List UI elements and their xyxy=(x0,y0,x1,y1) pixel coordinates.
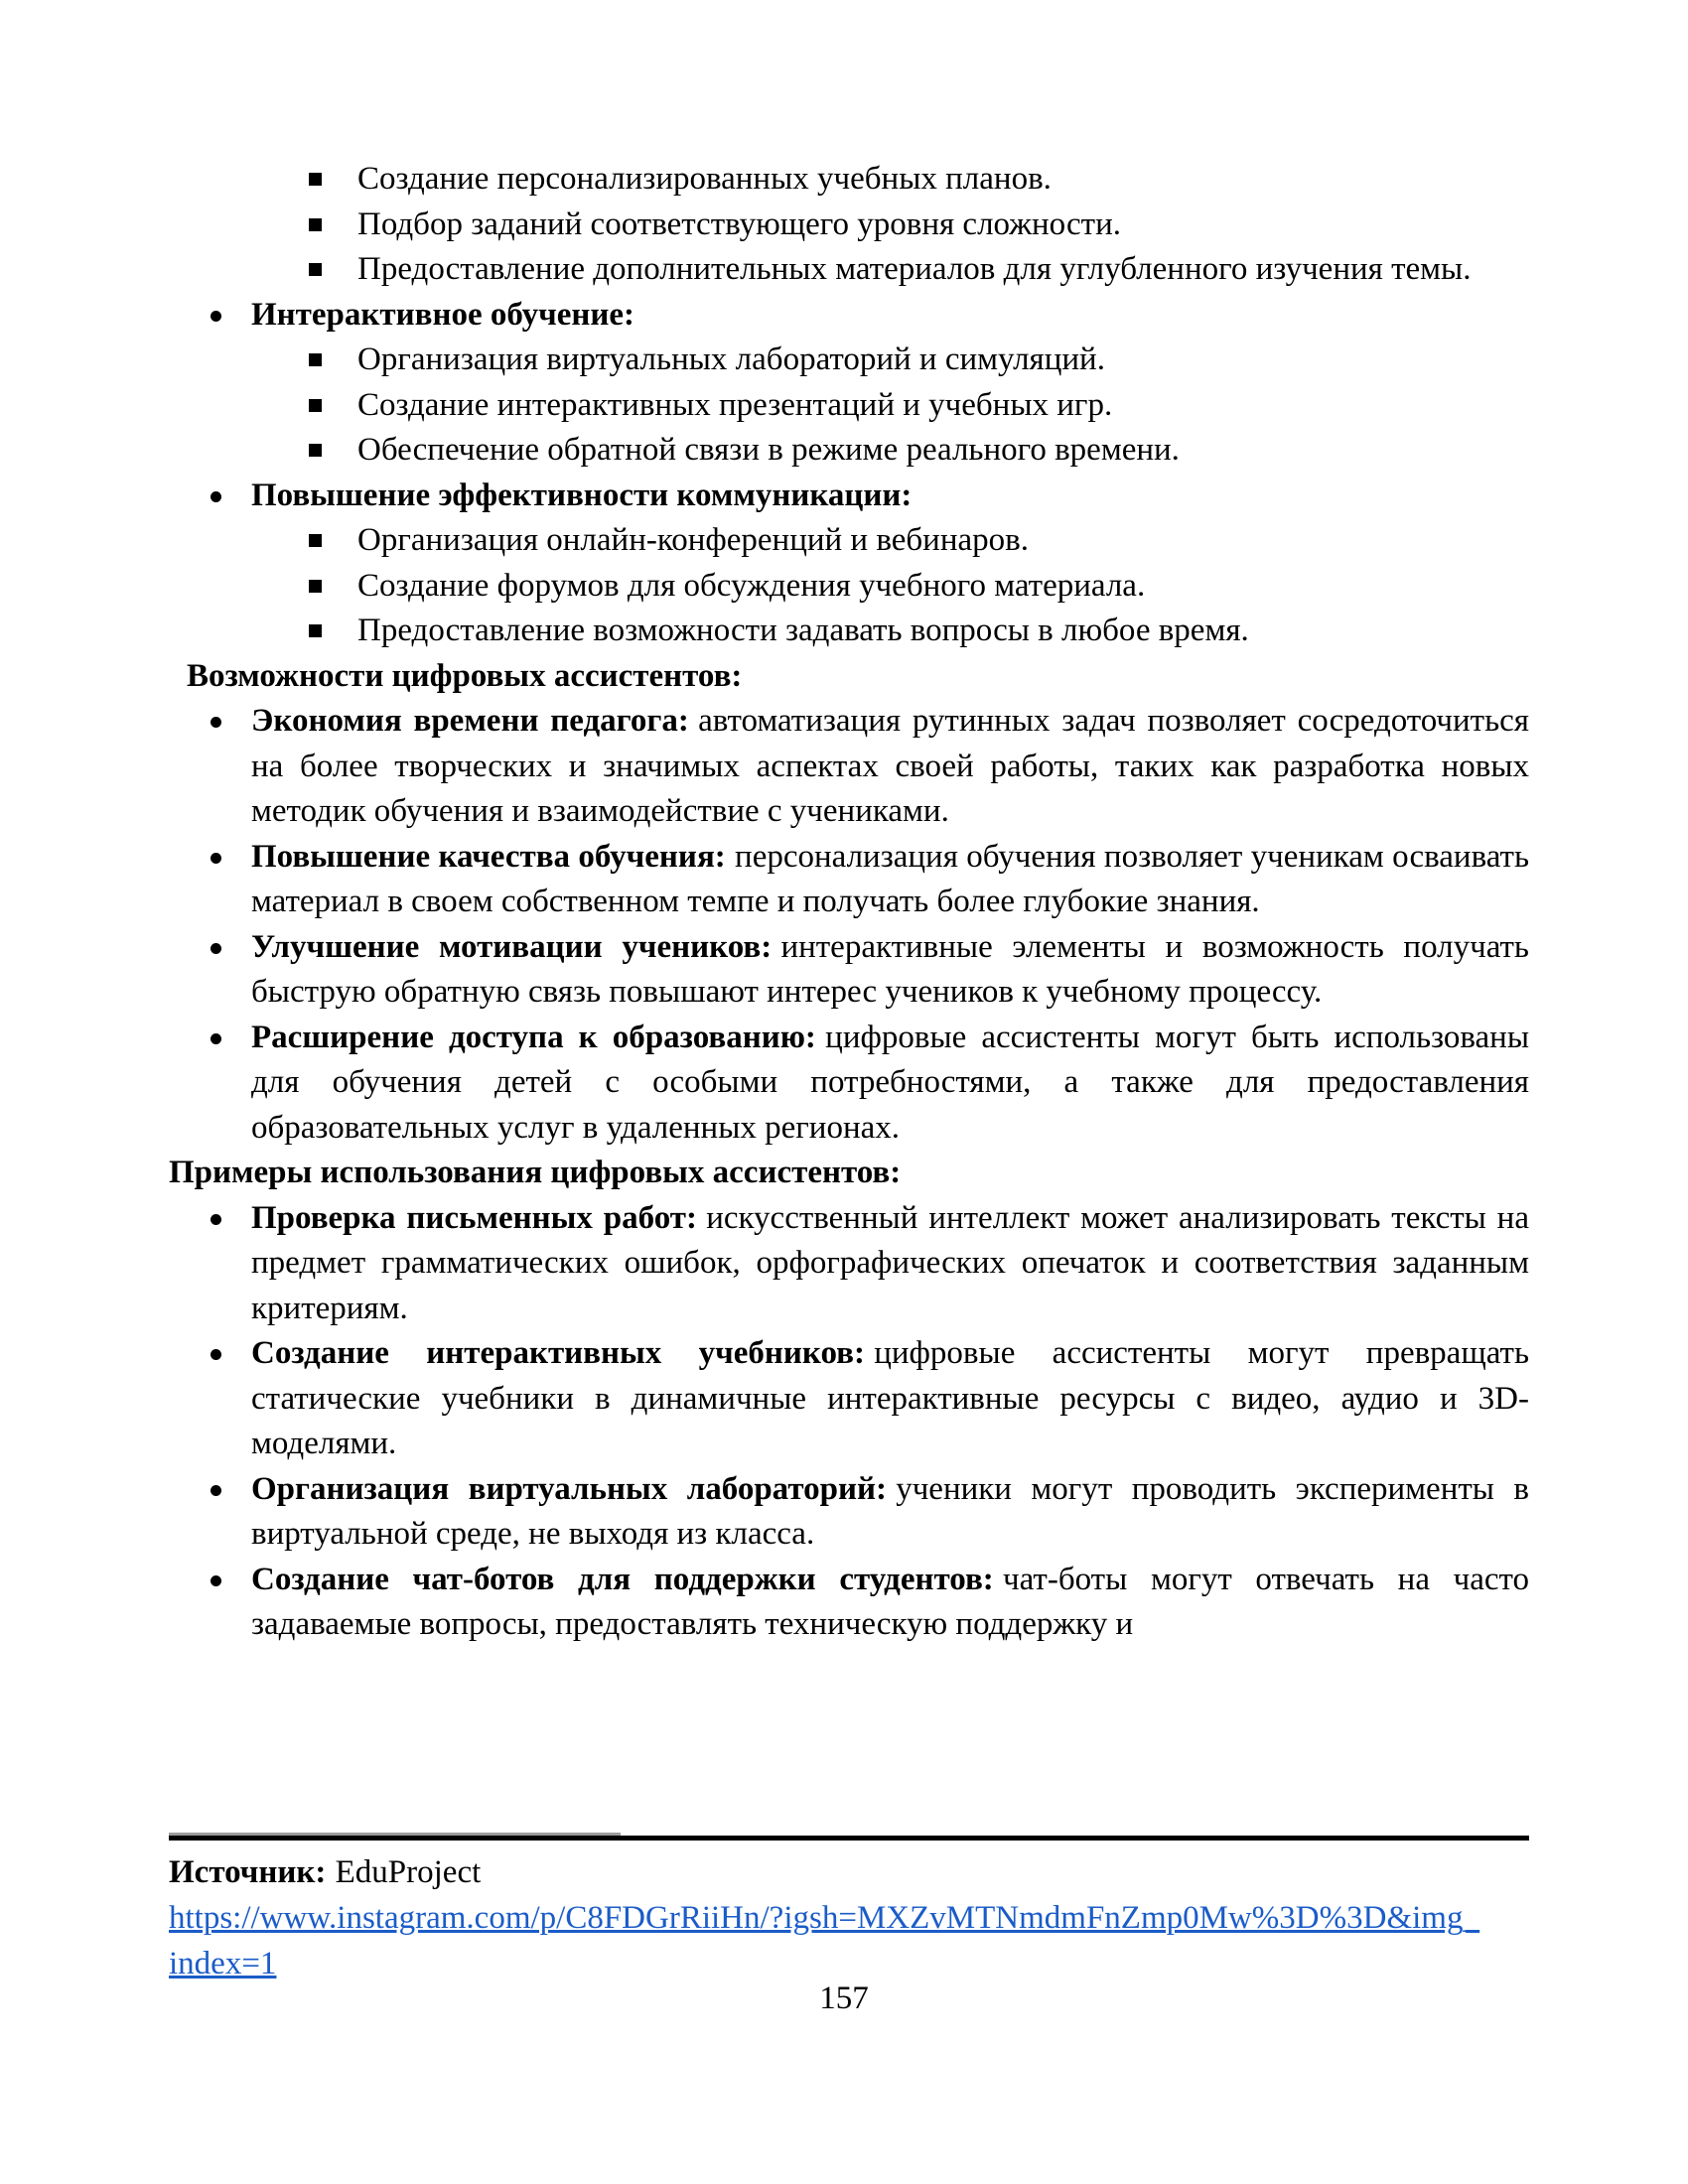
bullet-dot-icon xyxy=(211,1214,221,1225)
bullet-dot-icon xyxy=(211,1033,221,1044)
source-name: EduProject xyxy=(335,1854,482,1890)
item-lead: Проверка письменных работ: xyxy=(251,1199,697,1236)
list-item xyxy=(169,1331,1529,1467)
section-title: Интерактивное обучение: xyxy=(251,296,635,333)
list-item xyxy=(169,474,1529,519)
section-title: Повышение эффективности коммуникации: xyxy=(251,477,913,513)
list-item-text: Организация виртуальных лабораторий и симуляций. xyxy=(357,341,1105,377)
list-item-text: Создание персонализированных учебных планов. xyxy=(357,161,1052,197)
examples-heading: Примеры использования цифровых ассистентов: xyxy=(169,1155,902,1190)
list-item xyxy=(169,383,1529,429)
list-item-text: Организация онлайн-конференций и вебинаров. xyxy=(357,522,1029,558)
capabilities-heading: Возможности цифровых ассистентов: xyxy=(187,657,743,694)
list-item xyxy=(169,1196,1529,1332)
list-item xyxy=(169,157,1529,203)
source-url-part1: https://www.instagram.com/p/C8FDGrRiiHn/?igsh=MXZvMTNmdmFnZmp0Mw%3D%3D&img_ xyxy=(169,1900,1479,1936)
bullet-square-icon xyxy=(309,399,322,412)
source-url-line xyxy=(169,1895,1529,1986)
list-item-text: Подбор заданий соответствующего уровня сложности. xyxy=(357,205,1121,242)
list-item xyxy=(169,1558,1529,1648)
bullet-square-icon xyxy=(309,353,322,366)
source-line xyxy=(169,1849,1529,1895)
footnote-separator xyxy=(169,1833,1529,1842)
list-item-text: Обеспечение обратной связи в режиме реального времени. xyxy=(357,432,1180,468)
item-text: интерактивные элементы и возможность получать быструю обратную связь повышают интерес учеников к учебному процессу. xyxy=(251,928,1529,1010)
bullet-dot-icon xyxy=(211,1349,221,1360)
item-lead: Создание чат-ботов для поддержки студентов: xyxy=(251,1561,994,1597)
list-item-text: Предоставление дополнительных материалов для углубленного изучения темы. xyxy=(357,251,1472,287)
list-item xyxy=(169,338,1529,383)
separator-line-gray xyxy=(169,1833,621,1836)
list-item xyxy=(169,564,1529,610)
item-text: автоматизация рутинных задач позволяет сосредоточиться на более творческих и значимых аспектах своей работы, таких как разработка новых методик обучения и взаимодействие с учениками. xyxy=(251,703,1529,829)
bullet-square-icon xyxy=(309,444,322,457)
list-item xyxy=(169,925,1529,1016)
source-url-part2: index=1 xyxy=(169,1946,277,1981)
list-item xyxy=(169,1016,1529,1152)
list-item xyxy=(169,293,1529,339)
bullet-square-icon xyxy=(309,173,322,186)
bullet-dot-icon xyxy=(211,1485,221,1496)
item-text: чат-боты могут отвечать на часто задаваемые вопросы, предоставлять техническую поддержку и xyxy=(251,1561,1529,1642)
source-url-link[interactable] xyxy=(169,1900,1479,1981)
bullet-square-icon xyxy=(309,218,322,231)
list-item xyxy=(169,699,1529,835)
bullet-square-icon xyxy=(309,534,322,547)
source-label: Источник: xyxy=(169,1854,327,1890)
bullet-dot-icon xyxy=(211,311,221,322)
footnote-area xyxy=(169,1833,1529,1986)
item-lead: Организация виртуальных лабораторий: xyxy=(251,1470,887,1507)
list-item xyxy=(169,203,1529,248)
bullet-square-icon xyxy=(309,263,322,276)
list-item-text: Создание форумов для обсуждения учебного материала. xyxy=(357,567,1146,604)
item-lead: Расширение доступа к образованию: xyxy=(251,1019,816,1055)
item-lead: Экономия времени педагога: xyxy=(251,703,689,739)
list-item-text: Предоставление возможности задавать вопросы в любое время. xyxy=(357,613,1249,648)
item-text: искусственный интеллект может анализировать тексты на предмет грамматических ошибок, орфографических опечаток и соответствия заданным критериям. xyxy=(251,1199,1529,1326)
bullet-dot-icon xyxy=(211,491,221,502)
list-item xyxy=(169,1467,1529,1558)
bullet-dot-icon xyxy=(211,853,221,864)
bullet-square-icon xyxy=(309,580,322,593)
item-text: ученики могут проводить эксперименты в виртуальной среде, не выходя из класса. xyxy=(251,1470,1530,1552)
item-text: цифровые ассистенты могут быть использованы для обучения детей с особыми потребностями, а также для предоставления образовательных услуг в удаленных регионах. xyxy=(251,1019,1530,1146)
bullet-dot-icon xyxy=(211,1575,221,1586)
list-item xyxy=(169,609,1529,654)
separator-line-black xyxy=(169,1836,1529,1841)
item-lead: Улучшение мотивации учеников: xyxy=(251,928,773,965)
bullet-square-icon xyxy=(309,624,322,637)
document-body xyxy=(169,157,1529,1648)
item-lead: Повышение качества обучения: xyxy=(251,838,726,875)
list-item xyxy=(169,835,1529,925)
item-text: цифровые ассистенты могут превращать статические учебники в динамичные интерактивные ресурсы с видео, аудио и 3D-моделями. xyxy=(251,1335,1529,1461)
bullet-dot-icon xyxy=(211,943,221,954)
bullet-dot-icon xyxy=(211,717,221,728)
list-item-text: Создание интерактивных презентаций и учебных игр. xyxy=(357,386,1113,423)
item-lead: Создание интерактивных учебников: xyxy=(251,1335,865,1371)
list-item xyxy=(169,428,1529,474)
list-item xyxy=(169,518,1529,564)
list-item xyxy=(169,247,1529,293)
item-text: персонализация обучения позволяет ученикам осваивать материал в своем собственном темпе и получать более глубокие знания. xyxy=(251,838,1529,919)
page-number: 157 xyxy=(819,1980,869,2016)
